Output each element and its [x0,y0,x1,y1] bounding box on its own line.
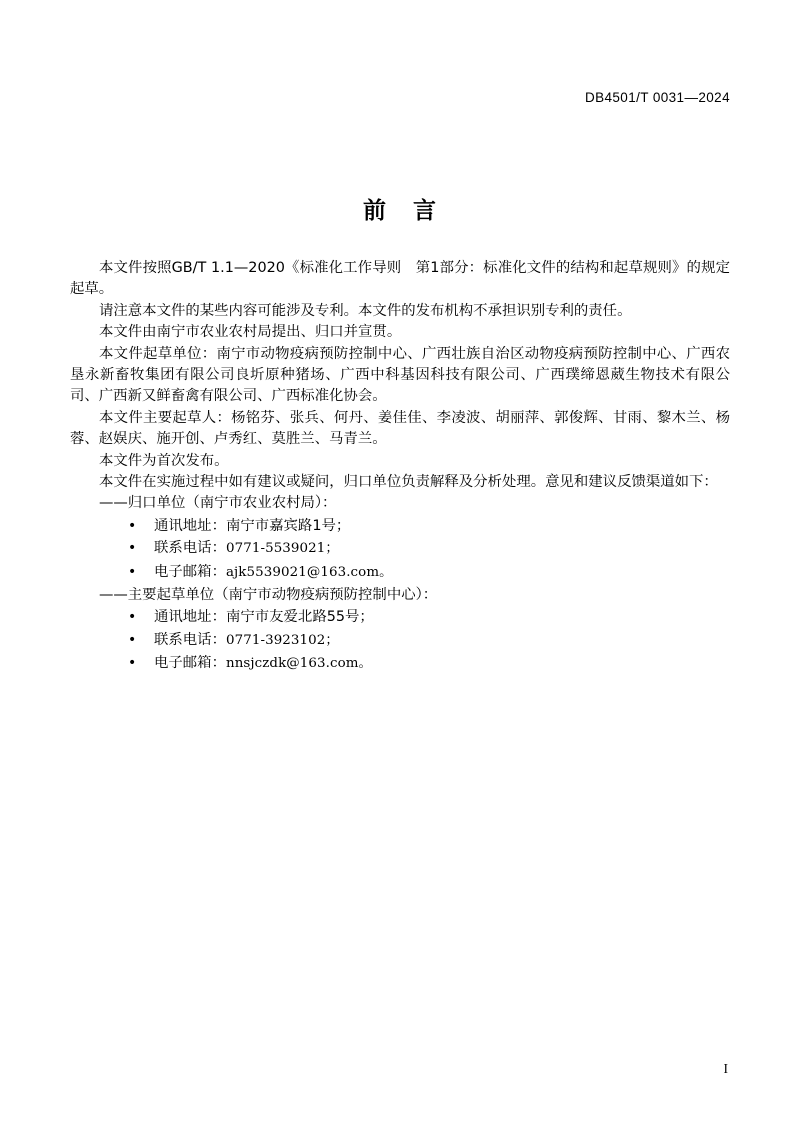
contact-address-label-1: 通讯地址： [154,517,226,534]
contact-email-2 [154,652,730,676]
contact-address-2 [154,606,730,629]
contact-phone-2 [154,629,730,653]
contact-address-value-2: 南宁市友爱北路55号； [225,609,374,626]
bullet-icon: • [128,609,137,626]
list-item [70,515,730,538]
contact-address-1 [154,515,730,538]
bullet-icon: • [128,631,137,648]
bullet-icon: • [128,564,137,581]
contact-email-1 [154,561,730,585]
contact-email-label-2: 电子邮箱： [154,655,226,672]
contact-group-heading-1: ——归口单位（南宁市农业农村局）： [99,495,337,512]
list-item [70,629,730,653]
bullet-icon: • [128,540,137,557]
paragraph-feedback-channels: 本文件在实施过程中如有建议或疑问，归口单位负责解释及分析处理。意见和建议反馈渠道如下： [99,474,718,491]
list-item [70,561,730,585]
contact-address-label-2: 通讯地址： [154,609,226,626]
footer-page-number: I [723,1061,728,1076]
paragraph-patent-notice: 请注意本文件的某些内容可能涉及专利。本文件的发布机构不承担识别专利的责任。 [99,302,632,319]
foreword-body [70,258,730,676]
contact-phone-1 [154,537,730,561]
contact-phone-label-2: 联系电话： [154,631,226,648]
contact-email-value-2: nnsjczdk@163.com。 [225,656,373,672]
paragraph-first-release: 本文件为首次发布。 [99,452,229,469]
paragraph-proposing-authority: 本文件由南宁市农业农村局提出、归口并宣贯。 [99,324,402,341]
page-title-char-1: 前 [363,198,387,224]
contact-list-2 [70,606,730,676]
paragraph-drafting-organizations: 本文件起草单位：南宁市动物疫病预防控制中心、广西壮族自治区动物疫病预防控制中心、广西农垦永新畜牧集团有限公司良圻原种猪场、广西中科基因科技有限公司、广西璞缔恩葳生物技术有限公司、广西新又鲜畜禽有限公司、广西标准化协会。 [70,345,730,405]
contact-phone-value-1: 0771-5539021； [225,541,339,557]
contact-list-1 [70,515,730,585]
list-item [70,606,730,629]
contact-email-label-1: 电子邮箱： [154,564,226,581]
list-item [70,652,730,676]
list-item [70,537,730,561]
page-title [0,192,800,225]
contact-email-value-1: ajk5539021@163.com。 [225,565,393,581]
contact-phone-label-1: 联系电话： [154,540,226,557]
bullet-icon: • [128,517,137,534]
bullet-icon: • [128,655,137,672]
contact-group-heading-2: ——主要起草单位（南宁市动物疫病预防控制中心）： [99,586,438,603]
contact-address-value-1: 南宁市嘉宾路1号； [225,517,351,534]
page-title-char-2: 言 [413,198,437,224]
contact-phone-value-2: 0771-3923102； [225,632,339,648]
paragraph-main-drafters: 本文件主要起草人：杨铭芬、张兵、何丹、姜佳佳、李凌波、胡丽萍、郭俊辉、甘雨、黎木兰、杨蓉、赵娱庆、施开创、卢秀红、莫胜兰、马青兰。 [70,409,730,448]
paragraph-gbt-reference: 本文件按照GB/T 1.1—2020《标准化工作导则 第1部分：标准化文件的结构和起草规则》的规定起草。 [70,260,730,298]
running-header-standard-number: DB4501/T 0031—2024 [584,90,730,105]
